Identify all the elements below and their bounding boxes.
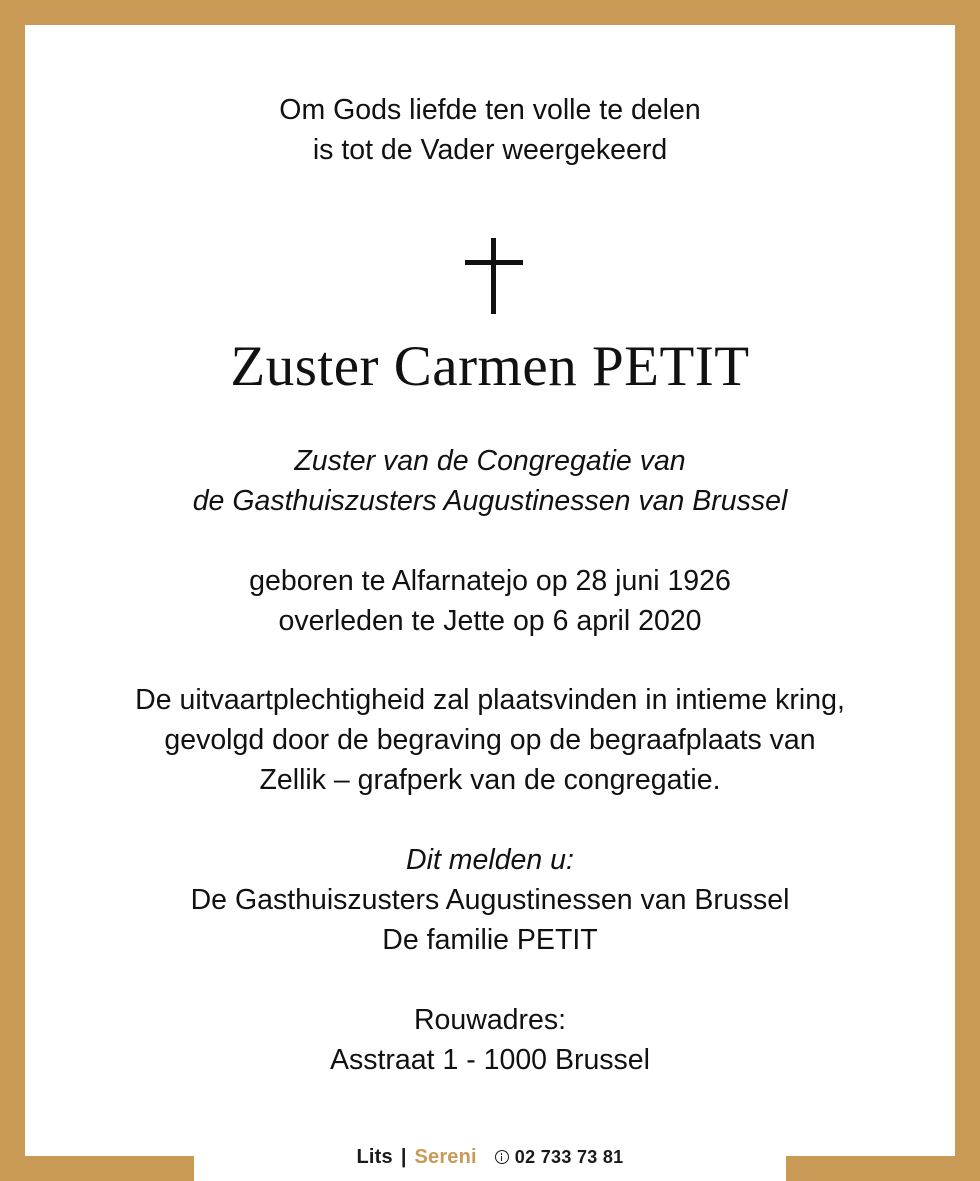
deceased-name: Zuster Carmen PETIT (230, 335, 750, 398)
announcer-congregation: De Gasthuiszusters Augustinessen van Brussel (190, 884, 790, 916)
mourning-address (25, 1000, 955, 1080)
congregation-line-2: de Gasthuiszusters Augustinessen van Brussel (192, 485, 788, 517)
announcers-heading: Dit melden u: (406, 844, 574, 876)
announcer-family: De familie PETIT (382, 924, 598, 956)
phone-number[interactable]: 02 733 73 81 (514, 1146, 624, 1167)
intro-verse (25, 90, 955, 170)
life-dates (25, 561, 955, 641)
death-date: overleden te Jette op 6 april 2020 (278, 605, 702, 637)
intro-line-2: is tot de Vader weergekeerd (312, 134, 668, 166)
ceremony-line-3: Zellik – grafperk van de congregatie. (259, 764, 721, 796)
congregation-info (25, 441, 955, 521)
announcers (25, 840, 955, 960)
brand-separator: | (400, 1145, 407, 1168)
brand-lits: Lits (356, 1145, 393, 1168)
frame-bottom-left (0, 1156, 194, 1181)
intro-line-1: Om Gods liefde ten volle te delen (279, 94, 701, 126)
frame-top (0, 0, 980, 25)
funeral-home-footer (194, 1141, 786, 1173)
birth-date: geboren te Alfarnatejo op 28 juni 1926 (249, 565, 731, 597)
info-circle-icon (495, 1150, 509, 1164)
cross-icon (465, 238, 523, 314)
brand-sereni: Sereni (414, 1145, 477, 1168)
frame-left (0, 0, 25, 1181)
ceremony-line-1: De uitvaartplechtigheid zal plaatsvinden in intieme kring, (135, 684, 845, 716)
ceremony-info (25, 680, 955, 800)
frame-right (955, 0, 980, 1181)
congregation-line-1: Zuster van de Congregatie van (294, 445, 686, 477)
frame-bottom-right (786, 1156, 980, 1181)
address-value: Asstraat 1 - 1000 Brussel (330, 1044, 650, 1076)
ceremony-line-2: gevolgd door de begraving op de begraafplaats van (164, 724, 816, 756)
address-label: Rouwadres: (413, 1004, 567, 1036)
